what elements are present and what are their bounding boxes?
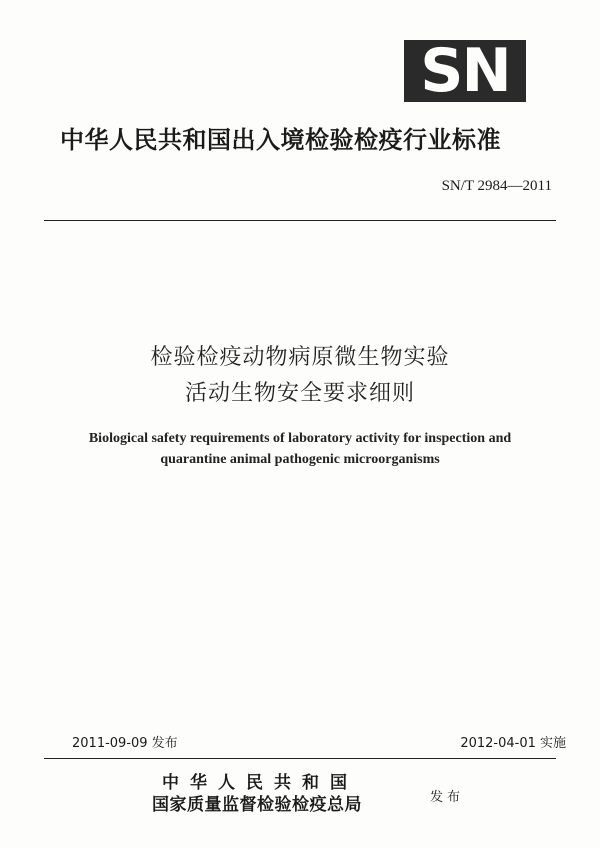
issuer-block: [152, 772, 432, 816]
issue-date: 2011-09-09 发布: [72, 736, 178, 751]
issuer-agency: 国家质量监督检验检疫总局: [152, 795, 362, 815]
sn-logo: SN: [404, 40, 526, 102]
title-en-line2: quarantine animal pathogenic microorganisms: [160, 452, 440, 467]
title-cn-line1: 检验检疫动物病原微生物实验: [150, 345, 450, 370]
implementation-date: 2012-04-01 实施: [460, 736, 566, 751]
bottom-divider: [44, 758, 556, 759]
org-title: 中华人民共和国出入境检验检疫行业标准: [60, 126, 501, 154]
title-cn-line2: 活动生物安全要求细则: [184, 381, 415, 406]
standard-code: SN/T 2984—2011: [441, 178, 552, 194]
publish-label: 发布: [430, 790, 465, 805]
issuer-country: 中华人民共和国: [162, 773, 358, 793]
top-divider: [44, 220, 556, 221]
title-en-line1: Biological safety requirements of laboratory activity for inspection and: [88, 431, 512, 446]
